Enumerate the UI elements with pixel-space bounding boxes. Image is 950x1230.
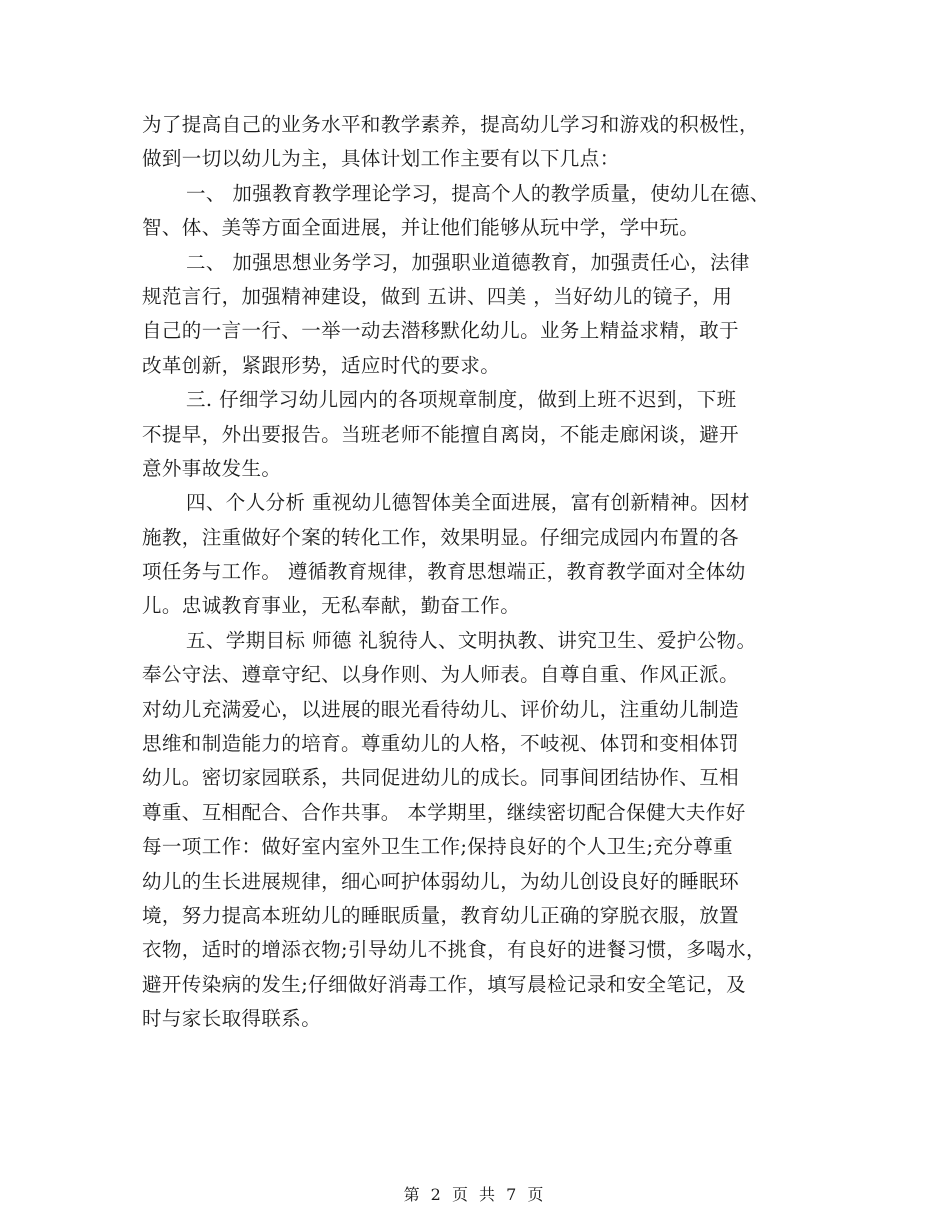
- text-line: 施教，注重做好个案的转化工作，效果明显。仔细完成园内布置的各: [142, 525, 740, 549]
- text-line: 不提早，外出要报告。当班老师不能擅自离岗，不能走廊闲谈，避开: [142, 422, 740, 446]
- text-line: 为了提高自己的业务水平和教学素养，提高幼儿学习和游戏的积极性，: [142, 113, 759, 136]
- text-line: 自己的一言一行、一举一动去潜移默化幼儿。业务上精益求精，敢于: [142, 319, 740, 343]
- text-line: 避开传染病的发生;仔细做好消毒工作，填写晨检记录和安全笔记，及: [142, 972, 746, 996]
- document-body: [142, 108, 832, 1037]
- text-line: 衣物，适时的增添衣物;引导幼儿不挑食，有良好的进餐习惯，多喝水，: [142, 938, 766, 962]
- text-line: 意外事故发生。: [142, 456, 282, 480]
- text-line: 规范言行，加强精神建设，做到 五讲、四美 ，当好幼儿的镜子，用: [142, 284, 733, 308]
- text-line: 每一项工作：做好室内室外卫生工作;保持良好的个人卫生;充分尊重: [142, 835, 734, 859]
- text-line: 一、 加强教育教学理论学习，提高个人的教学质量，使幼儿在德、: [186, 181, 770, 205]
- text-line: 儿。忠诚教育事业，无私奉献，勤奋工作。: [142, 594, 521, 618]
- text-line: 思维和制造能力的培育。尊重幼儿的人格，不岐视、体罚和变相体罚: [142, 732, 740, 756]
- text-line: 项任务与工作。 遵循教育规律，教育思想端正，教育教学面对全体幼: [142, 560, 746, 584]
- text-line: 幼儿的生长进展规律，细心呵护体弱幼儿，为幼儿创设良好的睡眠环: [142, 869, 740, 893]
- text-line: 时与家长取得联系。: [142, 1007, 322, 1031]
- text-line: 五、学期目标 师德 礼貌待人、文明执教、讲究卫生、爱护公物。: [186, 628, 757, 652]
- page-footer: 第 2 页 共 7 页: [403, 1185, 547, 1204]
- text-line: 对幼儿充满爱心，以进展的眼光看待幼儿、评价幼儿，注重幼儿制造: [142, 697, 740, 721]
- text-line: 改革创新，紧跟形势，适应时代的要求。: [142, 353, 501, 377]
- text-line: 三. 仔细学习幼儿园内的各项规章制度，做到上班不迟到，下班: [186, 388, 737, 412]
- text-line: 幼儿。密切家园联系，共同促进幼儿的成长。同事间团结协作、互相: [142, 766, 740, 790]
- text-line: 境，努力提高本班幼儿的睡眠质量，教育幼儿正确的穿脱衣服，放置: [142, 903, 740, 927]
- text-line: 奉公守法、遵章守纪、以身作则、为人师表。自尊自重、作风正派。: [142, 663, 740, 687]
- text-line: 做到一切以幼儿为主，具体计划工作主要有以下几点：: [142, 147, 620, 171]
- text-line: 二、 加强思想业务学习，加强职业道德教育，加强责任心，法律: [186, 250, 750, 274]
- text-line: 尊重、互相配合、合作共事。 本学期里，继续密切配合保健大夫作好: [142, 800, 746, 824]
- text-line: 智、体、美等方面全面进展，并让他们能够从玩中学，学中玩。: [142, 216, 700, 240]
- text-line: 四、个人分析 重视幼儿德智体美全面进展，富有创新精神。因材: [186, 491, 750, 515]
